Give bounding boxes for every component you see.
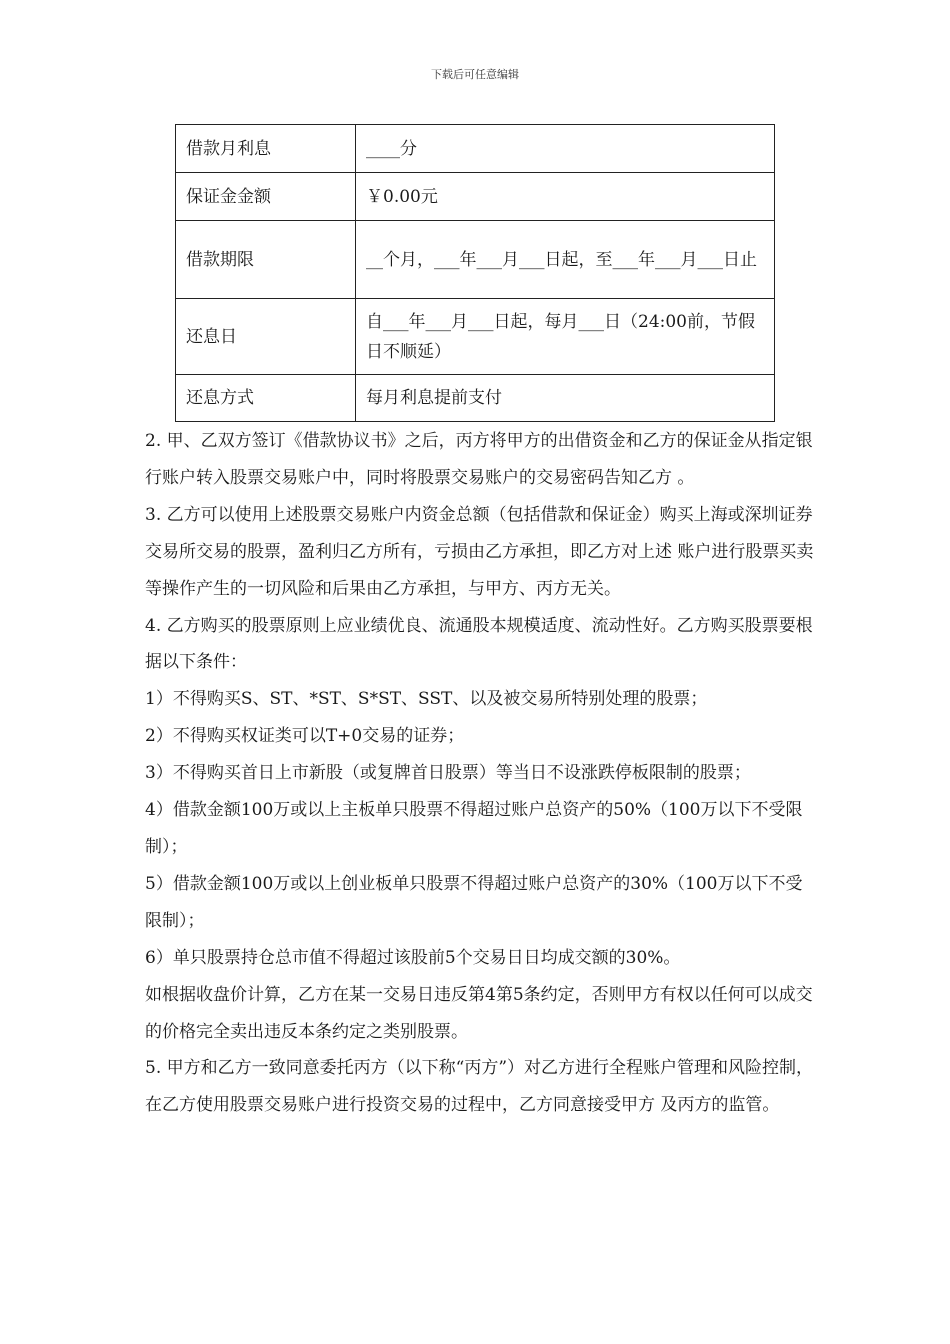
- paragraph: 2. 甲、乙双方签订《借款协议书》之后，丙方将甲方的出借资金和乙方的保证金从指定银行账户转入股票交易账户中，同时将股票交易账户的交易密码告知乙方 。: [145, 431, 813, 488]
- row-label: 保证金金额: [176, 173, 356, 221]
- table-row: [176, 375, 775, 422]
- paragraph: 6）单只股票持仓总市值不得超过该股前5个交易日日均成交额的30%。: [145, 947, 681, 968]
- row-value: ￥0.00元: [356, 173, 775, 221]
- row-value: ____分: [356, 125, 775, 173]
- paragraph: 如根据收盘价计算，乙方在某一交易日违反第4第5条约定，否则甲方有权以任何可以成交的价格完全卖出违反本条约定之类别股票。: [145, 984, 813, 1042]
- contract-body: [145, 423, 815, 1124]
- row-value: 自___年___月___日起，每月___日（24:00前，节假日不顺延）: [356, 299, 775, 375]
- row-label: 借款期限: [176, 221, 356, 299]
- paragraph: 1）不得购买S、ST、*ST、S*ST、SST、以及被交易所特别处理的股票；: [145, 689, 708, 710]
- row-value: __个月，___年___月___日起，至___年___月___日止: [356, 221, 775, 299]
- paragraph: 3. 乙方可以使用上述股票交易账户内资金总额（包括借款和保证金）购买上海或深圳证券交易所交易的股票，盈利归乙方所有，亏损由乙方承担，即乙方对上述 账户进行股票买卖等操作产生的一切风险和后果由乙方承担，与甲方、丙方无关。: [145, 504, 814, 599]
- loan-terms-table: [175, 124, 775, 422]
- table-row: [176, 173, 775, 221]
- table-row: [176, 299, 775, 375]
- table-row: [176, 221, 775, 299]
- row-label: 还息日: [176, 299, 356, 375]
- row-label: 还息方式: [176, 375, 356, 422]
- page-header-note: 下载后可任意编辑: [431, 68, 519, 81]
- paragraph: 4）借款金额100万或以上主板单只股票不得超过账户总资产的50%（100万以下不受限制）；: [145, 800, 803, 857]
- row-value: 每月利息提前支付: [356, 375, 775, 422]
- paragraph: 5）借款金额100万或以上创业板单只股票不得超过账户总资产的30%（100万以下不受限制）；: [145, 873, 803, 931]
- paragraph: 2）不得购买权证类可以T+0交易的证券；: [145, 726, 465, 747]
- paragraph: 4. 乙方购买的股票原则上应业绩优良、流通股本规模适度、流动性好。乙方购买股票要根据以下条件：: [145, 615, 813, 673]
- row-label: 借款月利息: [176, 125, 356, 173]
- table-row: [176, 125, 775, 173]
- paragraph: 3）不得购买首日上市新股（或复牌首日股票）等当日不设涨跌停板限制的股票；: [145, 763, 751, 784]
- paragraph: 5. 甲方和乙方一致同意委托丙方（以下称“丙方”）对乙方进行全程账户管理和风险控制，在乙方使用股票交易账户进行投资交易的过程中，乙方同意接受甲方 及丙方的监管。: [145, 1058, 814, 1116]
